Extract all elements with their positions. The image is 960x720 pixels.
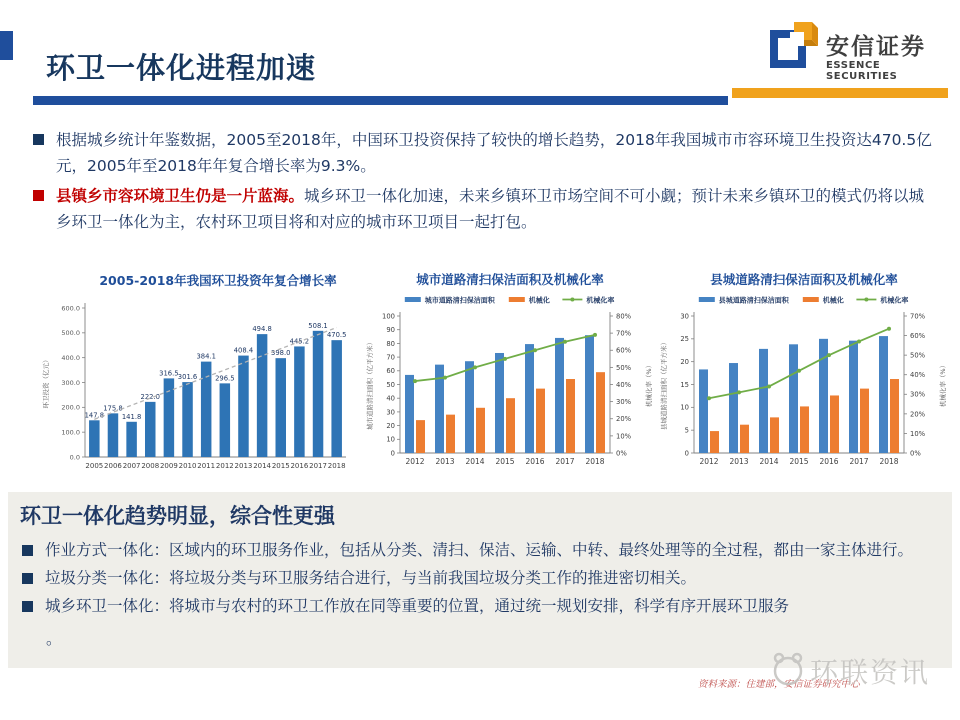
list-item <box>22 566 938 591</box>
svg-text:20%: 20% <box>910 410 926 419</box>
svg-text:2007: 2007 <box>122 462 141 470</box>
svg-text:2017: 2017 <box>555 457 575 466</box>
svg-text:100.0: 100.0 <box>61 428 80 437</box>
svg-text:5: 5 <box>684 426 689 435</box>
svg-text:20: 20 <box>680 358 689 367</box>
bullet-text: 城乡环卫一体化：将城市与农村的环卫工作放在同等重要的位置，通过统一规划安排，科学有序开展环卫服务 <box>45 597 790 615</box>
logo-cn-text: 安信证券 <box>826 34 926 60</box>
svg-text:10: 10 <box>386 435 395 444</box>
svg-text:2015: 2015 <box>495 457 515 466</box>
svg-text:2013: 2013 <box>234 462 253 470</box>
svg-text:环卫投资（亿元）: 环卫投资（亿元） <box>42 356 50 409</box>
svg-text:0%: 0% <box>910 449 921 458</box>
svg-text:0: 0 <box>684 449 689 458</box>
intro-bullet-list <box>33 127 938 239</box>
trailing-period: 。 <box>46 630 62 648</box>
svg-text:80%: 80% <box>616 312 632 321</box>
bullet-text: 作业方式一体化：区域内的环卫服务作业，包括从分类、清扫、保洁、运输、中转、最终处理等的全过程，都由一家主体进行。 <box>45 541 914 559</box>
svg-text:470.5: 470.5 <box>326 331 347 340</box>
source-note: 资料来源：住建部，安信证券研究中心 <box>698 679 860 690</box>
logo-cube-icon <box>770 20 818 76</box>
svg-text:30: 30 <box>680 312 689 321</box>
svg-text:2014: 2014 <box>465 457 485 466</box>
svg-text:300.0: 300.0 <box>61 378 80 387</box>
svg-text:141.8: 141.8 <box>121 412 142 421</box>
svg-text:县城道路清扫保洁面积及机械化率: 县城道路清扫保洁面积及机械化率 <box>710 272 898 287</box>
svg-text:机械化率（%）: 机械化率（%） <box>939 361 947 408</box>
svg-text:机械化率: 机械化率 <box>880 296 909 305</box>
bullet-marker <box>33 190 44 201</box>
logo-en-text: ESSENCE SECURITIES <box>826 60 898 82</box>
svg-text:2009: 2009 <box>159 462 178 470</box>
svg-text:30%: 30% <box>910 390 926 399</box>
svg-text:301.6: 301.6 <box>177 373 198 382</box>
svg-text:20: 20 <box>386 422 395 430</box>
svg-text:2018: 2018 <box>585 457 605 466</box>
svg-text:县城道路清扫保洁面积: 县城道路清扫保洁面积 <box>718 296 789 305</box>
svg-text:2014: 2014 <box>759 457 779 466</box>
svg-text:2017: 2017 <box>849 457 869 466</box>
svg-text:10%: 10% <box>910 429 926 438</box>
section-heading: 环卫一体化趋势明显，综合性更强 <box>20 504 335 528</box>
svg-text:0%: 0% <box>616 449 627 458</box>
corner-accent-bar <box>0 31 13 60</box>
svg-text:机械化: 机械化 <box>528 296 550 305</box>
svg-text:494.8: 494.8 <box>252 325 272 334</box>
watermark-logo-icon <box>770 650 806 692</box>
svg-text:2005: 2005 <box>85 462 104 470</box>
svg-text:2012: 2012 <box>405 457 425 466</box>
svg-text:2008: 2008 <box>141 462 160 470</box>
svg-text:40: 40 <box>386 394 395 403</box>
svg-text:2015: 2015 <box>789 457 809 466</box>
svg-text:2010: 2010 <box>178 462 197 470</box>
svg-text:400.0: 400.0 <box>61 354 80 363</box>
svg-text:200.0: 200.0 <box>61 403 80 412</box>
bullet-text: 垃圾分类一体化：将垃圾分类与环卫服务结合进行，与当前我国垃圾分类工作的推进密切相关。 <box>45 569 697 587</box>
svg-text:2012: 2012 <box>699 457 719 466</box>
svg-text:600.0: 600.0 <box>61 304 80 313</box>
svg-text:机械化率（%）: 机械化率（%） <box>645 361 653 408</box>
svg-text:40%: 40% <box>910 371 926 380</box>
svg-text:10%: 10% <box>616 432 632 441</box>
svg-text:175.8: 175.8 <box>103 404 123 413</box>
svg-text:445.2: 445.2 <box>289 337 310 346</box>
svg-text:2016: 2016 <box>290 462 309 470</box>
trend-section-panel <box>8 492 952 668</box>
svg-text:2015: 2015 <box>271 462 290 470</box>
watermark-text: 环联资讯 <box>810 656 931 689</box>
list-item <box>33 183 938 235</box>
chart-sanitation-investment <box>38 268 350 486</box>
bullet-lead: 县镇乡市容环境卫生仍是一片蓝海。 <box>56 187 305 205</box>
svg-text:0: 0 <box>390 449 395 458</box>
title-underline-orange <box>732 88 948 98</box>
svg-text:城市道路清扫保洁面积及机械化率: 城市道路清扫保洁面积及机械化率 <box>416 272 604 287</box>
svg-text:机械化: 机械化 <box>822 296 844 305</box>
svg-text:50%: 50% <box>616 363 632 372</box>
page-title: 环卫一体化进程加速 <box>46 51 317 85</box>
bullet-marker <box>22 573 33 584</box>
bullet-marker <box>33 134 44 145</box>
svg-text:90: 90 <box>386 326 395 335</box>
svg-text:100: 100 <box>382 312 395 321</box>
svg-text:2013: 2013 <box>729 457 749 466</box>
svg-text:10: 10 <box>680 403 689 412</box>
svg-text:296.5: 296.5 <box>215 374 235 383</box>
svg-text:508.1: 508.1 <box>308 321 328 330</box>
svg-text:70%: 70% <box>616 329 632 338</box>
svg-text:500.0: 500.0 <box>61 329 80 338</box>
list-item <box>33 127 938 179</box>
logo <box>770 20 950 82</box>
svg-text:408.4: 408.4 <box>233 346 254 355</box>
svg-text:25: 25 <box>680 335 689 344</box>
svg-text:2011: 2011 <box>197 462 216 470</box>
svg-text:2012: 2012 <box>215 462 234 470</box>
chart-county-road-cleaning <box>656 268 952 486</box>
svg-text:城市道路清扫面积（亿平方米）: 城市道路清扫面积（亿平方米） <box>366 339 374 430</box>
svg-text:2014: 2014 <box>253 462 272 470</box>
watermark <box>770 650 930 692</box>
svg-text:2016: 2016 <box>819 457 839 466</box>
svg-text:316.5: 316.5 <box>159 369 179 378</box>
bullet-text: 根据城乡统计年鉴数据，2005至2018年，中国环卫投资保持了较快的增长趋势，2018年我国城市市容环境卫生投资达470.5亿元，2005年至2018年年复合增长率为9.3%。 <box>56 131 932 175</box>
svg-text:2013: 2013 <box>435 457 455 466</box>
svg-text:2005-2018年我国环卫投资年复合增长率: 2005-2018年我国环卫投资年复合增长率 <box>99 273 337 288</box>
title-underline-blue <box>33 96 728 105</box>
svg-text:30%: 30% <box>616 398 632 407</box>
svg-text:60%: 60% <box>910 331 926 340</box>
svg-text:50%: 50% <box>910 351 926 360</box>
svg-text:384.1: 384.1 <box>196 352 216 361</box>
svg-text:20%: 20% <box>616 415 632 424</box>
svg-text:70%: 70% <box>910 312 926 321</box>
svg-text:0.0: 0.0 <box>69 453 80 462</box>
chart-urban-road-cleaning <box>362 268 658 486</box>
svg-text:60: 60 <box>386 367 395 376</box>
svg-text:60%: 60% <box>616 346 632 355</box>
bullet-marker <box>22 601 33 612</box>
list-item <box>22 594 938 619</box>
svg-text:2006: 2006 <box>104 462 122 470</box>
list-item <box>22 538 938 563</box>
svg-text:50: 50 <box>386 380 395 389</box>
svg-text:40%: 40% <box>616 380 632 389</box>
svg-text:147.8: 147.8 <box>84 411 105 420</box>
svg-text:机械化率: 机械化率 <box>586 296 615 305</box>
svg-text:2018: 2018 <box>879 457 899 466</box>
svg-text:县城道路清扫面积（亿平方米）: 县城道路清扫面积（亿平方米） <box>660 339 668 430</box>
svg-text:222.0: 222.0 <box>140 392 160 401</box>
svg-text:2017: 2017 <box>309 462 327 470</box>
svg-text:70: 70 <box>386 353 395 362</box>
bullet-text: 城乡环卫一体化加速，未来乡镇环卫市场空间不可小觑；预计未来乡镇环卫的模式仍将以城乡环卫一体化为主，农村环卫项目将和对应的城市环卫项目一起打包。 <box>56 187 925 231</box>
svg-text:2018: 2018 <box>327 462 346 470</box>
svg-text:80: 80 <box>386 339 395 348</box>
svg-text:2016: 2016 <box>525 457 545 466</box>
bullet-marker <box>22 545 33 556</box>
svg-text:398.0: 398.0 <box>271 349 291 358</box>
svg-text:30: 30 <box>386 408 395 417</box>
svg-text:15: 15 <box>680 380 689 389</box>
svg-text:城市道路清扫保洁面积: 城市道路清扫保洁面积 <box>424 296 495 305</box>
